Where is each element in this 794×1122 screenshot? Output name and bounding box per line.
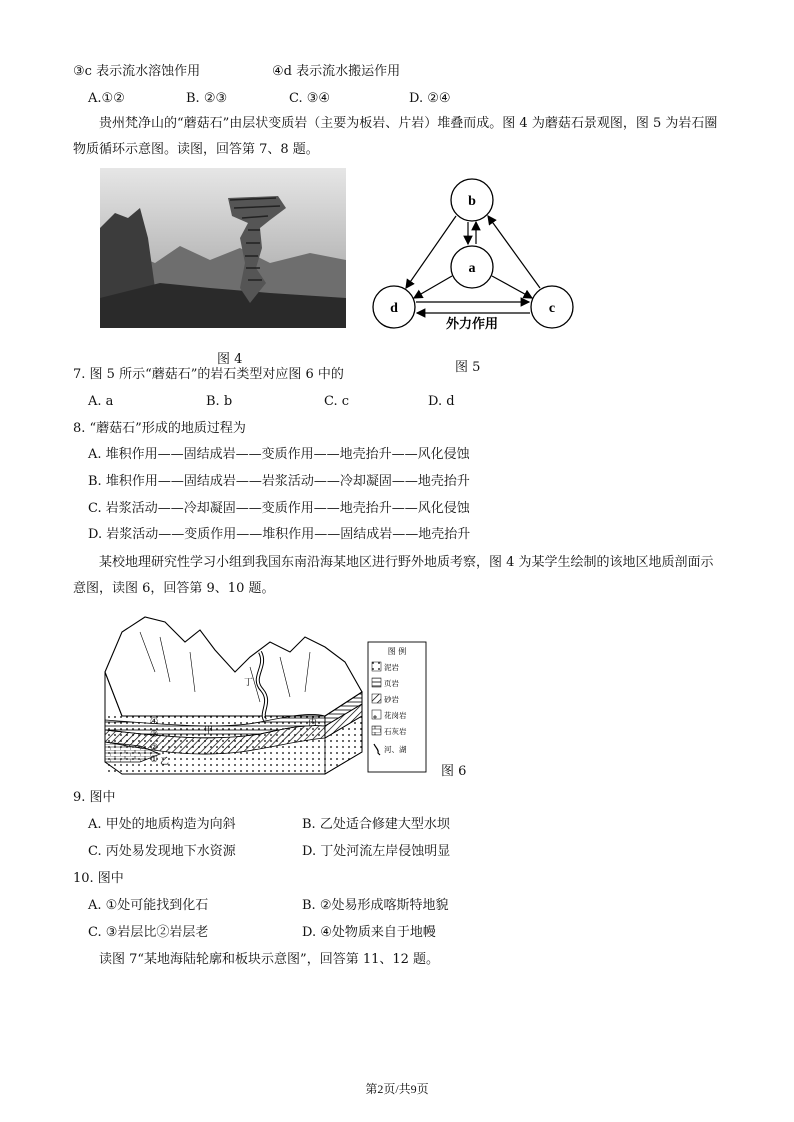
node-c-label: c [548, 301, 556, 316]
q10-choice-a[interactable]: A. ①处可能找到化石 [88, 898, 209, 913]
page-footer: 第2页/共9页 [365, 1082, 429, 1096]
legend-mudstone: 泥岩 [384, 663, 399, 672]
q10-choice-c[interactable]: C. ③岩层比②岩层老 [88, 925, 209, 940]
q7-choice-a[interactable]: A. a [88, 394, 114, 409]
q7-choice-b[interactable]: B. b [206, 394, 233, 409]
q9-choice-b[interactable]: B. 乙处适合修建大型水坝 [302, 817, 450, 832]
choice-c[interactable]: C. ③④ [289, 91, 331, 106]
choice-a[interactable]: A.①② [88, 91, 125, 106]
q9-choice-c[interactable]: C. 丙处易发现地下水资源 [88, 844, 236, 859]
q10-stem: 10. 图中 [73, 871, 124, 886]
fig4-caption: 图 4 [217, 352, 243, 367]
node-d-label: d [390, 301, 398, 316]
q9-stem: 9. 图中 [73, 790, 116, 805]
label-yi: 乙 [160, 757, 170, 767]
legend-granite: 花岗岩 [384, 711, 407, 720]
legend-title: 图 例 [387, 647, 407, 656]
choice-d[interactable]: D. ②④ [409, 91, 451, 106]
label-jia: 甲 [204, 726, 214, 736]
rock-cycle-diagram [368, 176, 588, 336]
label-n4: ④ [150, 717, 159, 727]
label-ding: 丁 [244, 678, 254, 688]
label-n1: ① [150, 755, 159, 765]
legend-river-lake: 河、湖 [384, 745, 407, 754]
q8-choice-d[interactable]: D. 岩浆活动——变质作用——堆积作用——固结成岩——地壳抬升 [88, 527, 471, 542]
arrow-label-external-force: 外力作用 [445, 317, 499, 332]
node-a-label: a [468, 261, 476, 276]
geologic-section-diagram [100, 612, 430, 784]
intro-7-8: 贵州梵净山的“蘑菇石”由层状变质岩（主要为板岩、片岩）堆叠而成。图 4 为蘑菇石景观图，图 5 为岩石圈物质循环示意图。读图，回答第 7、8 题。 [73, 116, 718, 157]
label-bing: 丙 [308, 718, 318, 728]
label-n2: ② [150, 743, 159, 753]
q9-choice-d[interactable]: D. 丁处河流左岸侵蚀明显 [302, 844, 451, 859]
node-b-label: b [468, 194, 476, 209]
q7-stem: 7. 图 5 所示“蘑菇石”的岩石类型对应图 6 中的 [73, 367, 344, 382]
fig6-caption: 图 6 [441, 764, 467, 779]
q7-choice-d[interactable]: D. d [428, 394, 455, 409]
q7-choice-c[interactable]: C. c [324, 394, 350, 409]
legend-limestone: 石灰岩 [384, 727, 407, 736]
option-3: ③c 表示流水溶蚀作用 [73, 64, 201, 79]
mushroom-rock-photo [100, 168, 346, 328]
option-4: ④d 表示流水搬运作用 [272, 64, 401, 79]
intro-9-10: 某校地理研究性学习小组到我国东南沿海某地区进行野外地质考察，图 4 为某学生绘制的该地区地质剖面示意图，读图 6，回答第 9、10 题。 [73, 555, 714, 596]
intro-11-12: 读图 7“某地海陆轮廓和板块示意图”，回答第 11、12 题。 [99, 952, 440, 967]
q8-stem: 8. “蘑菇石”形成的地质过程为 [73, 421, 246, 436]
fig5-caption: 图 5 [455, 360, 481, 375]
legend-sandstone: 砂岩 [384, 695, 399, 704]
legend-shale: 页岩 [384, 679, 399, 688]
q9-choice-a[interactable]: A. 甲处的地质构造为向斜 [88, 817, 236, 832]
q10-choice-d[interactable]: D. ④处物质来自于地幔 [302, 925, 436, 940]
q8-choice-b[interactable]: B. 堆积作用——固结成岩——岩浆活动——冷却凝固——地壳抬升 [88, 474, 470, 489]
q8-choice-c[interactable]: C. 岩浆活动——冷却凝固——变质作用——地壳抬升——风化侵蚀 [88, 501, 470, 516]
choice-b[interactable]: B. ②③ [186, 91, 228, 106]
q10-choice-b[interactable]: B. ②处易形成喀斯特地貌 [302, 898, 449, 913]
q8-choice-a[interactable]: A. 堆积作用——固结成岩——变质作用——地壳抬升——风化侵蚀 [88, 447, 470, 462]
label-n3: ③ [150, 730, 159, 740]
